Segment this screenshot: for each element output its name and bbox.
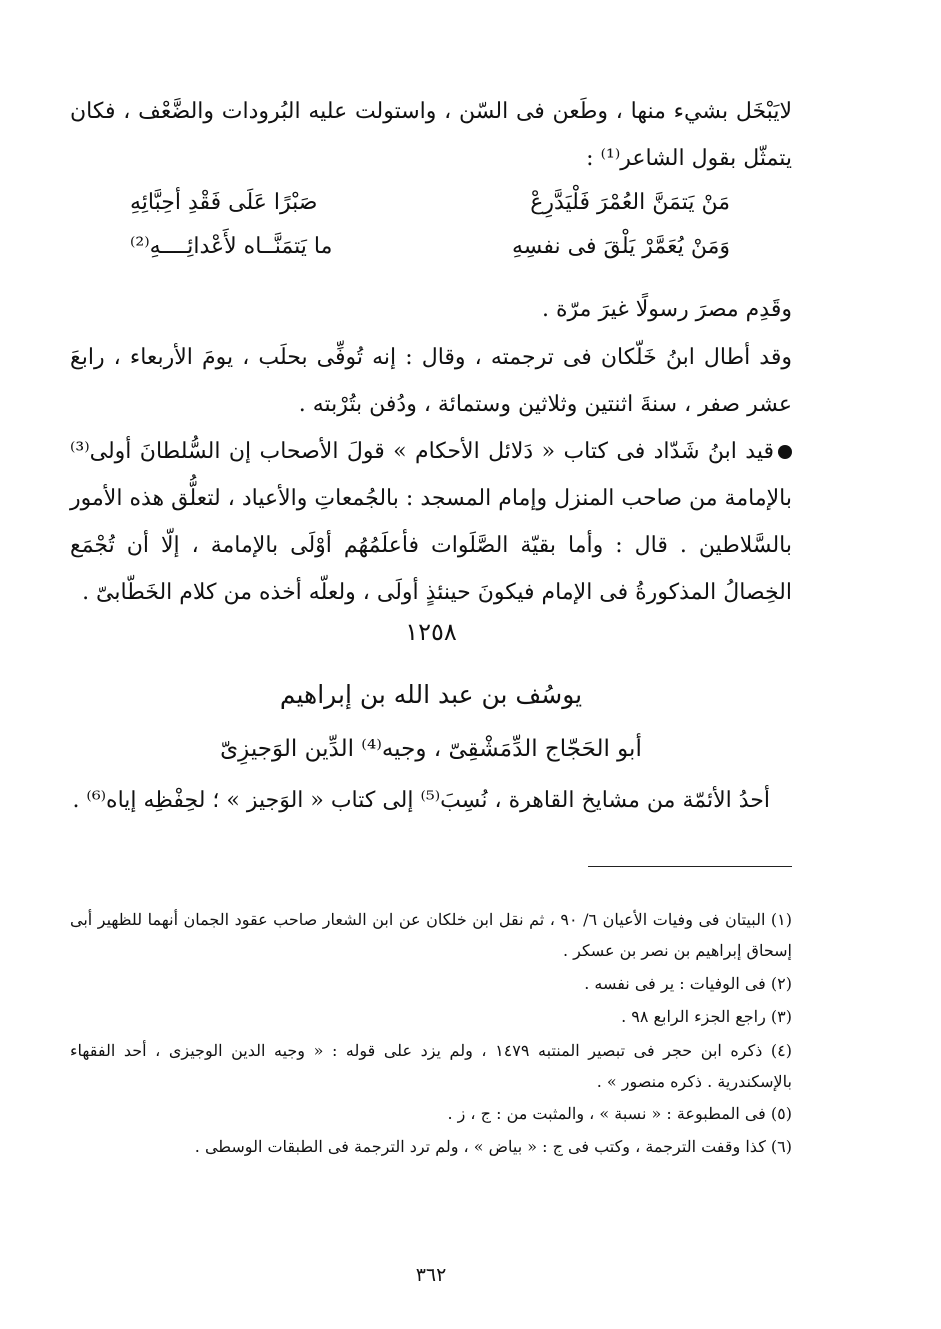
- entry-description: أحدُ الأئمّة من مشايخ القاهرة ، نُسِبَ⁽⁵⁾ إلى كتاب « الوَجيز » ؛ لحِفْظِه إياه⁽⁶⁾ .: [72, 788, 770, 813]
- verse-1-first-hemistich: مَنْ يَتمَنَّ العُمْرَ فَلْيَدَّرِعْ: [530, 190, 730, 215]
- footnote-6: (٦) كذا وقفت الترجمة ، وكتب فى ج : « بياض » ، ولم ترد الترجمة فى الطبقات الوسطى .: [194, 1137, 792, 1156]
- footnote-4: (٤) ذكره ابن حجر فى تبصير المنتبه ١٤٧٩ ، ولم يزد على قوله : « وجيه الدين الوجيزى ، أحد الفقهاء بالإسكندرية . ذكره منصور » .: [70, 1041, 793, 1091]
- entry-number: ١٢٥٨: [405, 618, 457, 646]
- entry-kunya: أبو الحَجّاج الدِّمَشْقِىّ ، وجيه⁽⁴⁾ الدِّين الوَجيزِىّ: [220, 736, 642, 762]
- footnote-2: (٢) فى الوفيات : ير فى نفسه .: [584, 974, 792, 993]
- verse-line-2: [130, 234, 730, 278]
- paragraph-visit: وقَدِم مصرَ رسولًا غيرَ مرّة .: [542, 297, 792, 322]
- footnote-5: (٥) فى المطبوعة : « نسبة » ، والمثبت من : ج ، ز .: [447, 1104, 792, 1123]
- footnote-1: (١) البيتان فى وفيات الأعيان ٦/ ٩٠ ، ثم نقل ابن خلكان عن ابن الشعار صاحب عقود الجمان أنهما للظهير أبى إسحاق إبراهيم بن نصر بن عسكر .: [70, 910, 793, 960]
- verse-line-1: [130, 190, 730, 234]
- page-number: ٣٦٢: [415, 1264, 447, 1286]
- footnote-3: (٣) راجع الجزء الرابع ٩٨ .: [621, 1007, 792, 1026]
- verse-2-first-hemistich: وَمَنْ يُعَمَّرْ يَلْقَ فى نفسِهِ: [511, 234, 730, 259]
- entry-name: يوسُف بن عبد الله بن إبراهيم: [279, 680, 583, 709]
- paragraph-ibn-shaddad-text: قيد ابنُ شَدّاد فى كتاب « دَلائل الأحكام » قولَ الأصحاب إن السُّلطانَ أولى⁽³⁾ بالإمامة من صاحب المنزل وإمام المسجد : بالجُمعاتِ والأعياد ، لتعلُّق هذه الأمور بالسَّلاطين . قال : وأما بقيّة الصَّلَوات فأعلَمُهُم أوْلَى بالإمامة ، إلّا أن تُجْمَع الخِصالُ المذكورةُ فى الإمام فيكونَ حينئذٍ أولَى ، ولعلّه أخذه من كلام الخَطّابىّ .: [70, 439, 792, 605]
- footnote-separator: [588, 866, 792, 867]
- paragraph-death: وقد أطال ابنُ خَلّكان فى ترجمته ، وقال : إنه تُوفِّى بحلَب ، يومَ الأربعاء ، رابعَ عشر صفر ، سنةَ اثنتين وثلاثين وستمائة ، ودُفن بتُرْبته .: [70, 345, 792, 417]
- verse-2-second-hemistich: ما يَتمَنَّــاه لأَعْدائِــــهِ⁽²⁾: [130, 234, 333, 259]
- paragraph-ibn-shaddad: [70, 428, 792, 616]
- paragraph-intro: لايَبْخَل بشيء منها ، وطَعن فى السّن ، واستولت عليه البُرودات والضَّعْف ، فكان يتمثّل بقول الشاعر⁽¹⁾ :: [70, 99, 792, 171]
- verse-1-second-hemistich: صَبْرًا عَلَى فَقْدِ أحِبَّائِهِ: [130, 190, 318, 215]
- bullet-icon: [778, 445, 792, 459]
